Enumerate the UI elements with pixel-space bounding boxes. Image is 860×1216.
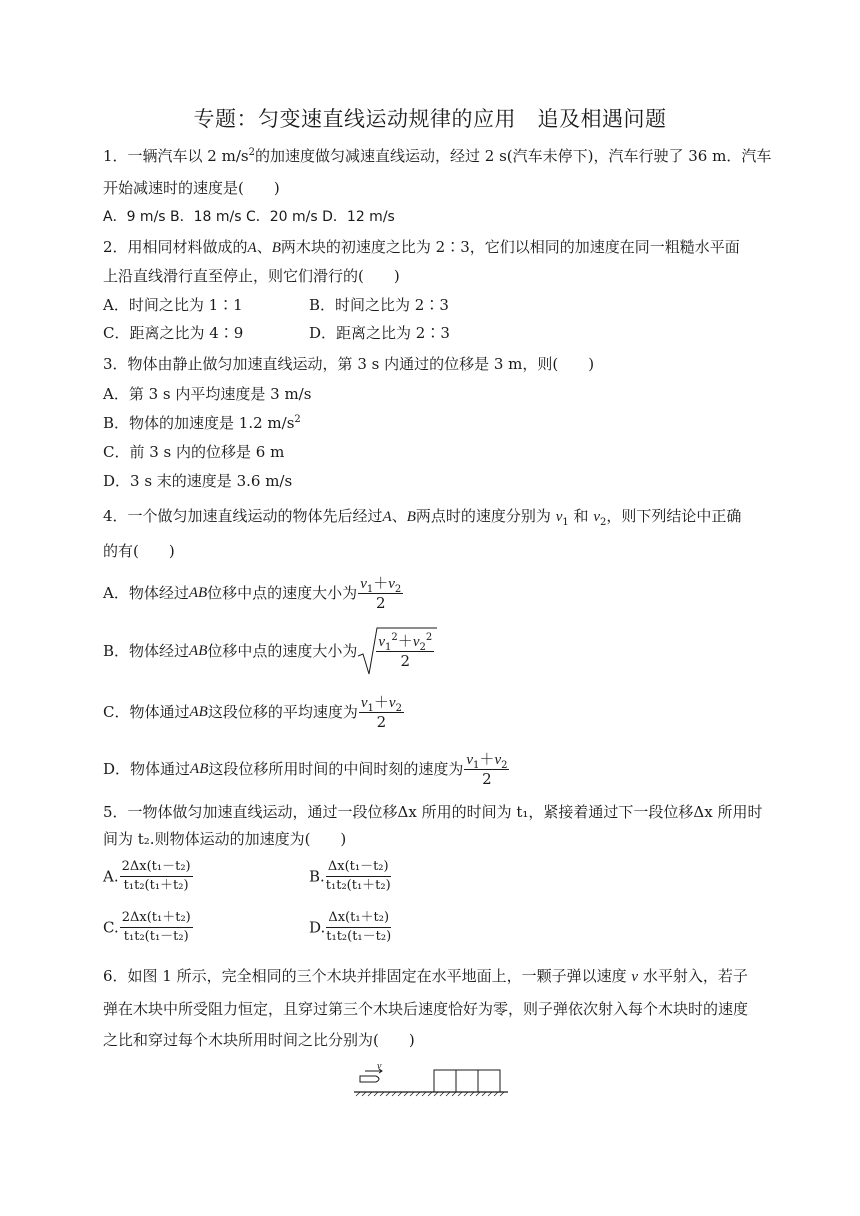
wood-block-3 xyxy=(478,1070,500,1092)
q5-option-d: D. $\frac{\text{Δx(t₁＋t₂)}}{\text{t₁t₂(t₁－t₂)}}$ xyxy=(309,910,392,944)
fraction: $\frac{v_1+v_2}{2}$ xyxy=(466,750,508,788)
q5-stem-line1: 5．一物体做匀加速直线运动，通过一段位移Δx 所用的时间为 t₁，紧接着通过下一段位移Δx 所用时 xyxy=(103,803,763,821)
q5-stem-line2: 间为 t₂.则物体运动的加速度为( ) xyxy=(103,830,347,848)
q3-option-c: C．前 3 s 内的位移是 6 m xyxy=(103,443,285,461)
q6-stem-line2: 弹在木块中所受阻力恒定，且穿过第三个木块后速度恰好为零，则子弹依次射入每个木块时的速度 xyxy=(103,1000,749,1018)
q6-stem-line1: 6．如图 1 所示，完全相同的三个木块并排固定在水平地面上，一颗子弹以速度 v 水平射入，若子 xyxy=(103,967,748,985)
fraction: $\frac{v_1+v_2}{2}$ xyxy=(360,574,402,612)
velocity-arrow-icon xyxy=(365,1069,382,1073)
q2-option-d: D．距离之比为 2∶3 xyxy=(309,324,450,342)
q4-stem-line1: 4．一个做匀加速直线运动的物体先后经过A、B两点时的速度分别为 $v_1$ 和 $v_2$，则下列结论中正确 xyxy=(103,507,742,528)
q4-option-b: B．物体经过AB位移中点的速度大小为 $\frac{v_1^2+v_2^2}{2}$ xyxy=(103,632,434,670)
q5-option-a: A. $\frac{\text{2Δx(t₁－t₂)}}{\text{t₁t₂(t₁＋t₂)}}$ xyxy=(103,859,191,893)
q3-option-d: D．3 s 末的速度是 3.6 m/s xyxy=(103,472,293,490)
radical-sign-icon xyxy=(357,626,437,678)
q1-stem-line2: 开始减速时的速度是( ) xyxy=(103,179,280,197)
q2-option-b: B．时间之比为 2∶3 xyxy=(309,296,449,314)
q4-option-c: C．物体通过AB这段位移的平均速度为 $\frac{v_1+v_2}{2}$ xyxy=(103,693,402,731)
q2-stem-line2: 上沿直线滑行直至停止，则它们滑行的( ) xyxy=(103,267,400,285)
q4-option-a: A．物体经过AB位移中点的速度大小为 $\frac{v_1+v_2}{2}$ xyxy=(103,574,402,612)
q2-option-c: C．距离之比为 4∶9 xyxy=(103,324,244,342)
wood-block-1 xyxy=(434,1070,456,1092)
page-title: 专题：匀变速直线运动规律的应用 追及相遇问题 xyxy=(193,107,667,131)
q2-option-a: A．时间之比为 1∶1 xyxy=(103,296,243,314)
q5-option-b: B. $\frac{\text{Δx(t₁－t₂)}}{\text{t₁t₂(t₁＋t₂)}}$ xyxy=(309,859,391,893)
q3-option-a: A．第 3 s 内平均速度是 3 m/s xyxy=(103,385,312,403)
q4-option-d: D．物体通过AB这段位移所用时间的中间时刻的速度为 $\frac{v_1+v_2}{2}$ xyxy=(103,750,508,788)
square-root: $\frac{v_1^2+v_2^2}{2}$ xyxy=(357,632,434,670)
q1-stem-line1: 1．一辆汽车以 2 $m/s^2$的加速度做匀减速直线运动，经过 2 s(汽车未停下)，汽车行驶了 36 m．汽车 xyxy=(103,147,772,165)
q4-stem-line2: 的有( ) xyxy=(103,542,175,560)
q6-stem-line3: 之比和穿过每个木块所用时间之比分别为( ) xyxy=(103,1031,415,1049)
bullet-icon xyxy=(360,1076,379,1082)
q5-option-c: C. $\frac{\text{2Δx(t₁＋t₂)}}{\text{t₁t₂(t₁－t₂)}}$ xyxy=(103,910,191,944)
q2-stem-line1: 2．用相同材料做成的A、B两木块的初速度之比为 2∶3，它们以相同的加速度在同一粗糙水平面 xyxy=(103,238,740,256)
q1-options: A．9 m/s B．18 m/s C．20 m/s D．12 m/s xyxy=(103,209,395,225)
q3-stem: 3．物体由静止做匀加速直线运动，第 3 s 内通过的位移是 3 m，则( ) xyxy=(103,355,595,373)
q3-option-b: B．物体的加速度是 1.2 $m/s^2$ xyxy=(103,414,301,432)
fraction: $\frac{v_1+v_2}{2}$ xyxy=(360,693,402,731)
bullet-blocks-figure xyxy=(352,1058,512,1102)
wood-block-2 xyxy=(456,1070,478,1092)
velocity-label: v xyxy=(377,1061,382,1072)
ground-hatch xyxy=(354,1092,508,1096)
